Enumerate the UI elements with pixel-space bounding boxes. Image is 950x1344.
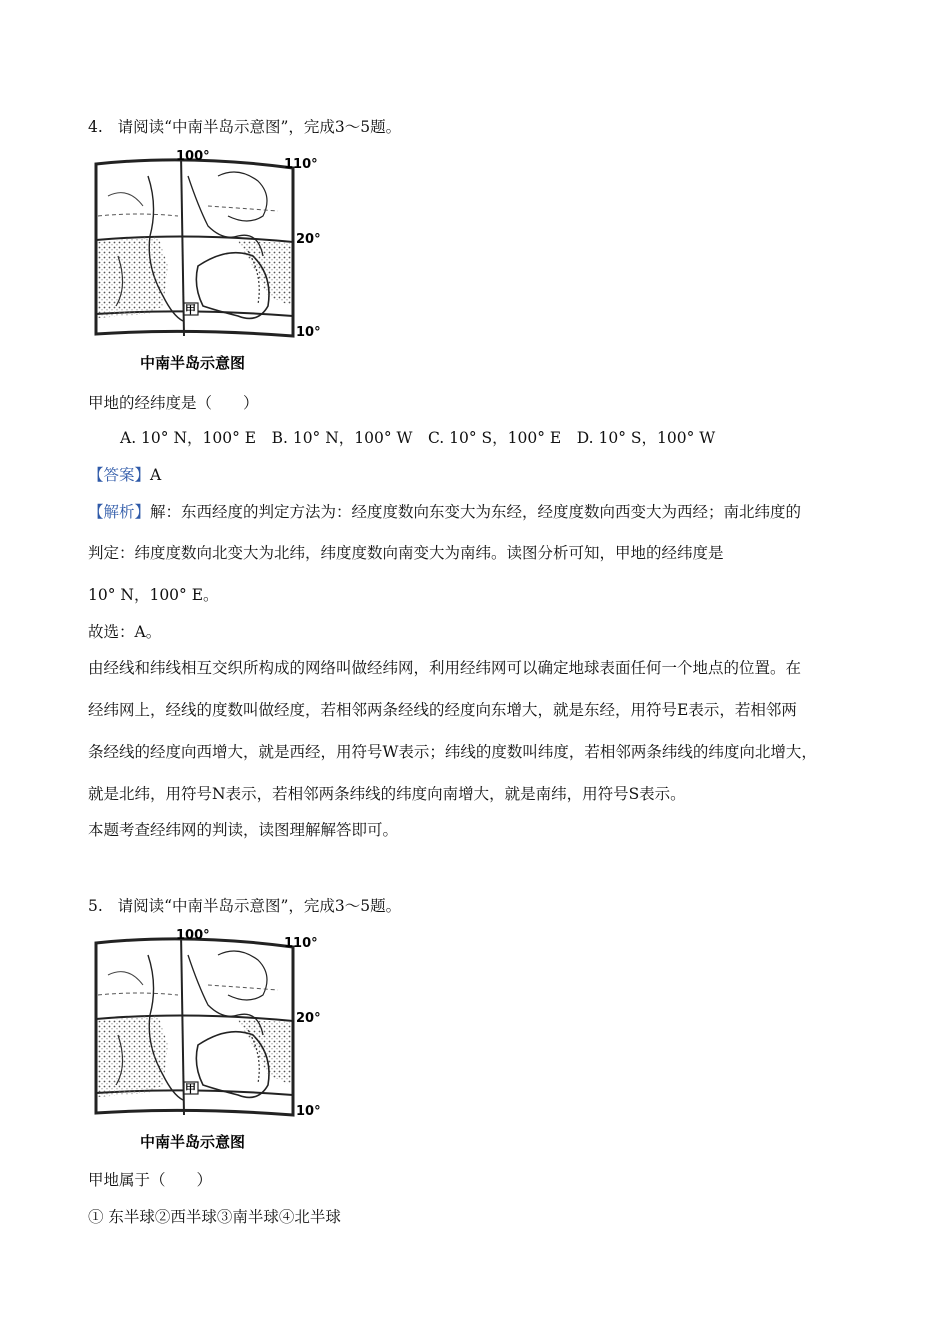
explanation-line-2: 经纬网上，经线的度数叫做经度，若相邻两条经线的经度向东增大，就是东经，用符号E表示，若相邻两: [88, 701, 797, 719]
question-text: 请阅读“中南半岛示意图”，完成3～5题。: [117, 897, 402, 915]
indochina-map-svg: [88, 925, 328, 1155]
explanation-line-1: 由经线和纬线相互交织所构成的网络叫做经纬网，利用经纬网可以确定地球表面任何一个地点的位置。在: [88, 659, 802, 677]
map-caption: 中南半岛示意图: [140, 354, 246, 372]
latitude-label-low: 10°: [296, 325, 321, 340]
question-5-options: ① 东半球②西半球③南半球④北半球: [88, 1208, 341, 1226]
latitude-label-mid: 20°: [296, 1011, 321, 1026]
question-4-options: A. 10° N，100° E B. 10° N，100° W C. 10° S，100° E D. 10° S，100° W: [120, 429, 716, 447]
question-4-intro: [88, 117, 401, 137]
answer-tag: 【答案】: [88, 466, 151, 484]
analysis-line-1: [88, 502, 801, 522]
indochina-map-figure: [88, 146, 328, 376]
question-5-intro: [88, 896, 401, 916]
indochina-map-figure-2: [88, 925, 328, 1155]
longitude-label-right: 110°: [284, 157, 318, 172]
question-5-stem: 甲地属于（ ）: [88, 1171, 213, 1189]
latitude-label-mid: 20°: [296, 232, 321, 247]
question-4-stem: 甲地的经纬度是（ ）: [88, 394, 259, 412]
map-caption: 中南半岛示意图: [140, 1133, 246, 1151]
analysis-line-2: 判定：纬度度数向北变大为北纬，纬度度数向南变大为南纬。读图分析可知，甲地的经纬度是: [88, 544, 724, 562]
point-label: 甲: [185, 1082, 196, 1095]
summary-line: 本题考查经纬网的判读，读图理解解答即可。: [88, 821, 399, 839]
longitude-label-left: 100°: [176, 149, 210, 164]
indochina-map-svg: [88, 146, 328, 376]
explanation-line-3: 条经线的经度向西增大，就是西经，用符号W表示；纬线的度数叫纬度，若相邻两条纬线的纬度向北增大，: [88, 743, 817, 761]
latitude-label-low: 10°: [296, 1104, 321, 1119]
longitude-label-right: 110°: [284, 936, 318, 951]
choice-line: 故选：A。: [88, 623, 162, 641]
answer-line: [88, 465, 161, 485]
point-label: 甲: [185, 303, 196, 316]
analysis-text-1: 解：东西经度的判定方法为：经度度数向东变大为东经，经度度数向西变大为西经；南北纬度的: [150, 503, 802, 521]
question-number: 4.: [88, 118, 103, 136]
answer-value: A: [150, 466, 162, 484]
analysis-tag: 【解析】: [88, 503, 151, 521]
analysis-line-3: 10° N，100° E。: [88, 586, 219, 604]
question-text: 请阅读“中南半岛示意图”，完成3～5题。: [117, 118, 402, 136]
question-number: 5.: [88, 897, 103, 915]
explanation-line-4: 就是北纬，用符号N表示，若相邻两条纬线的纬度向南增大，就是南纬，用符号S表示。: [88, 785, 686, 803]
longitude-label-left: 100°: [176, 928, 210, 943]
